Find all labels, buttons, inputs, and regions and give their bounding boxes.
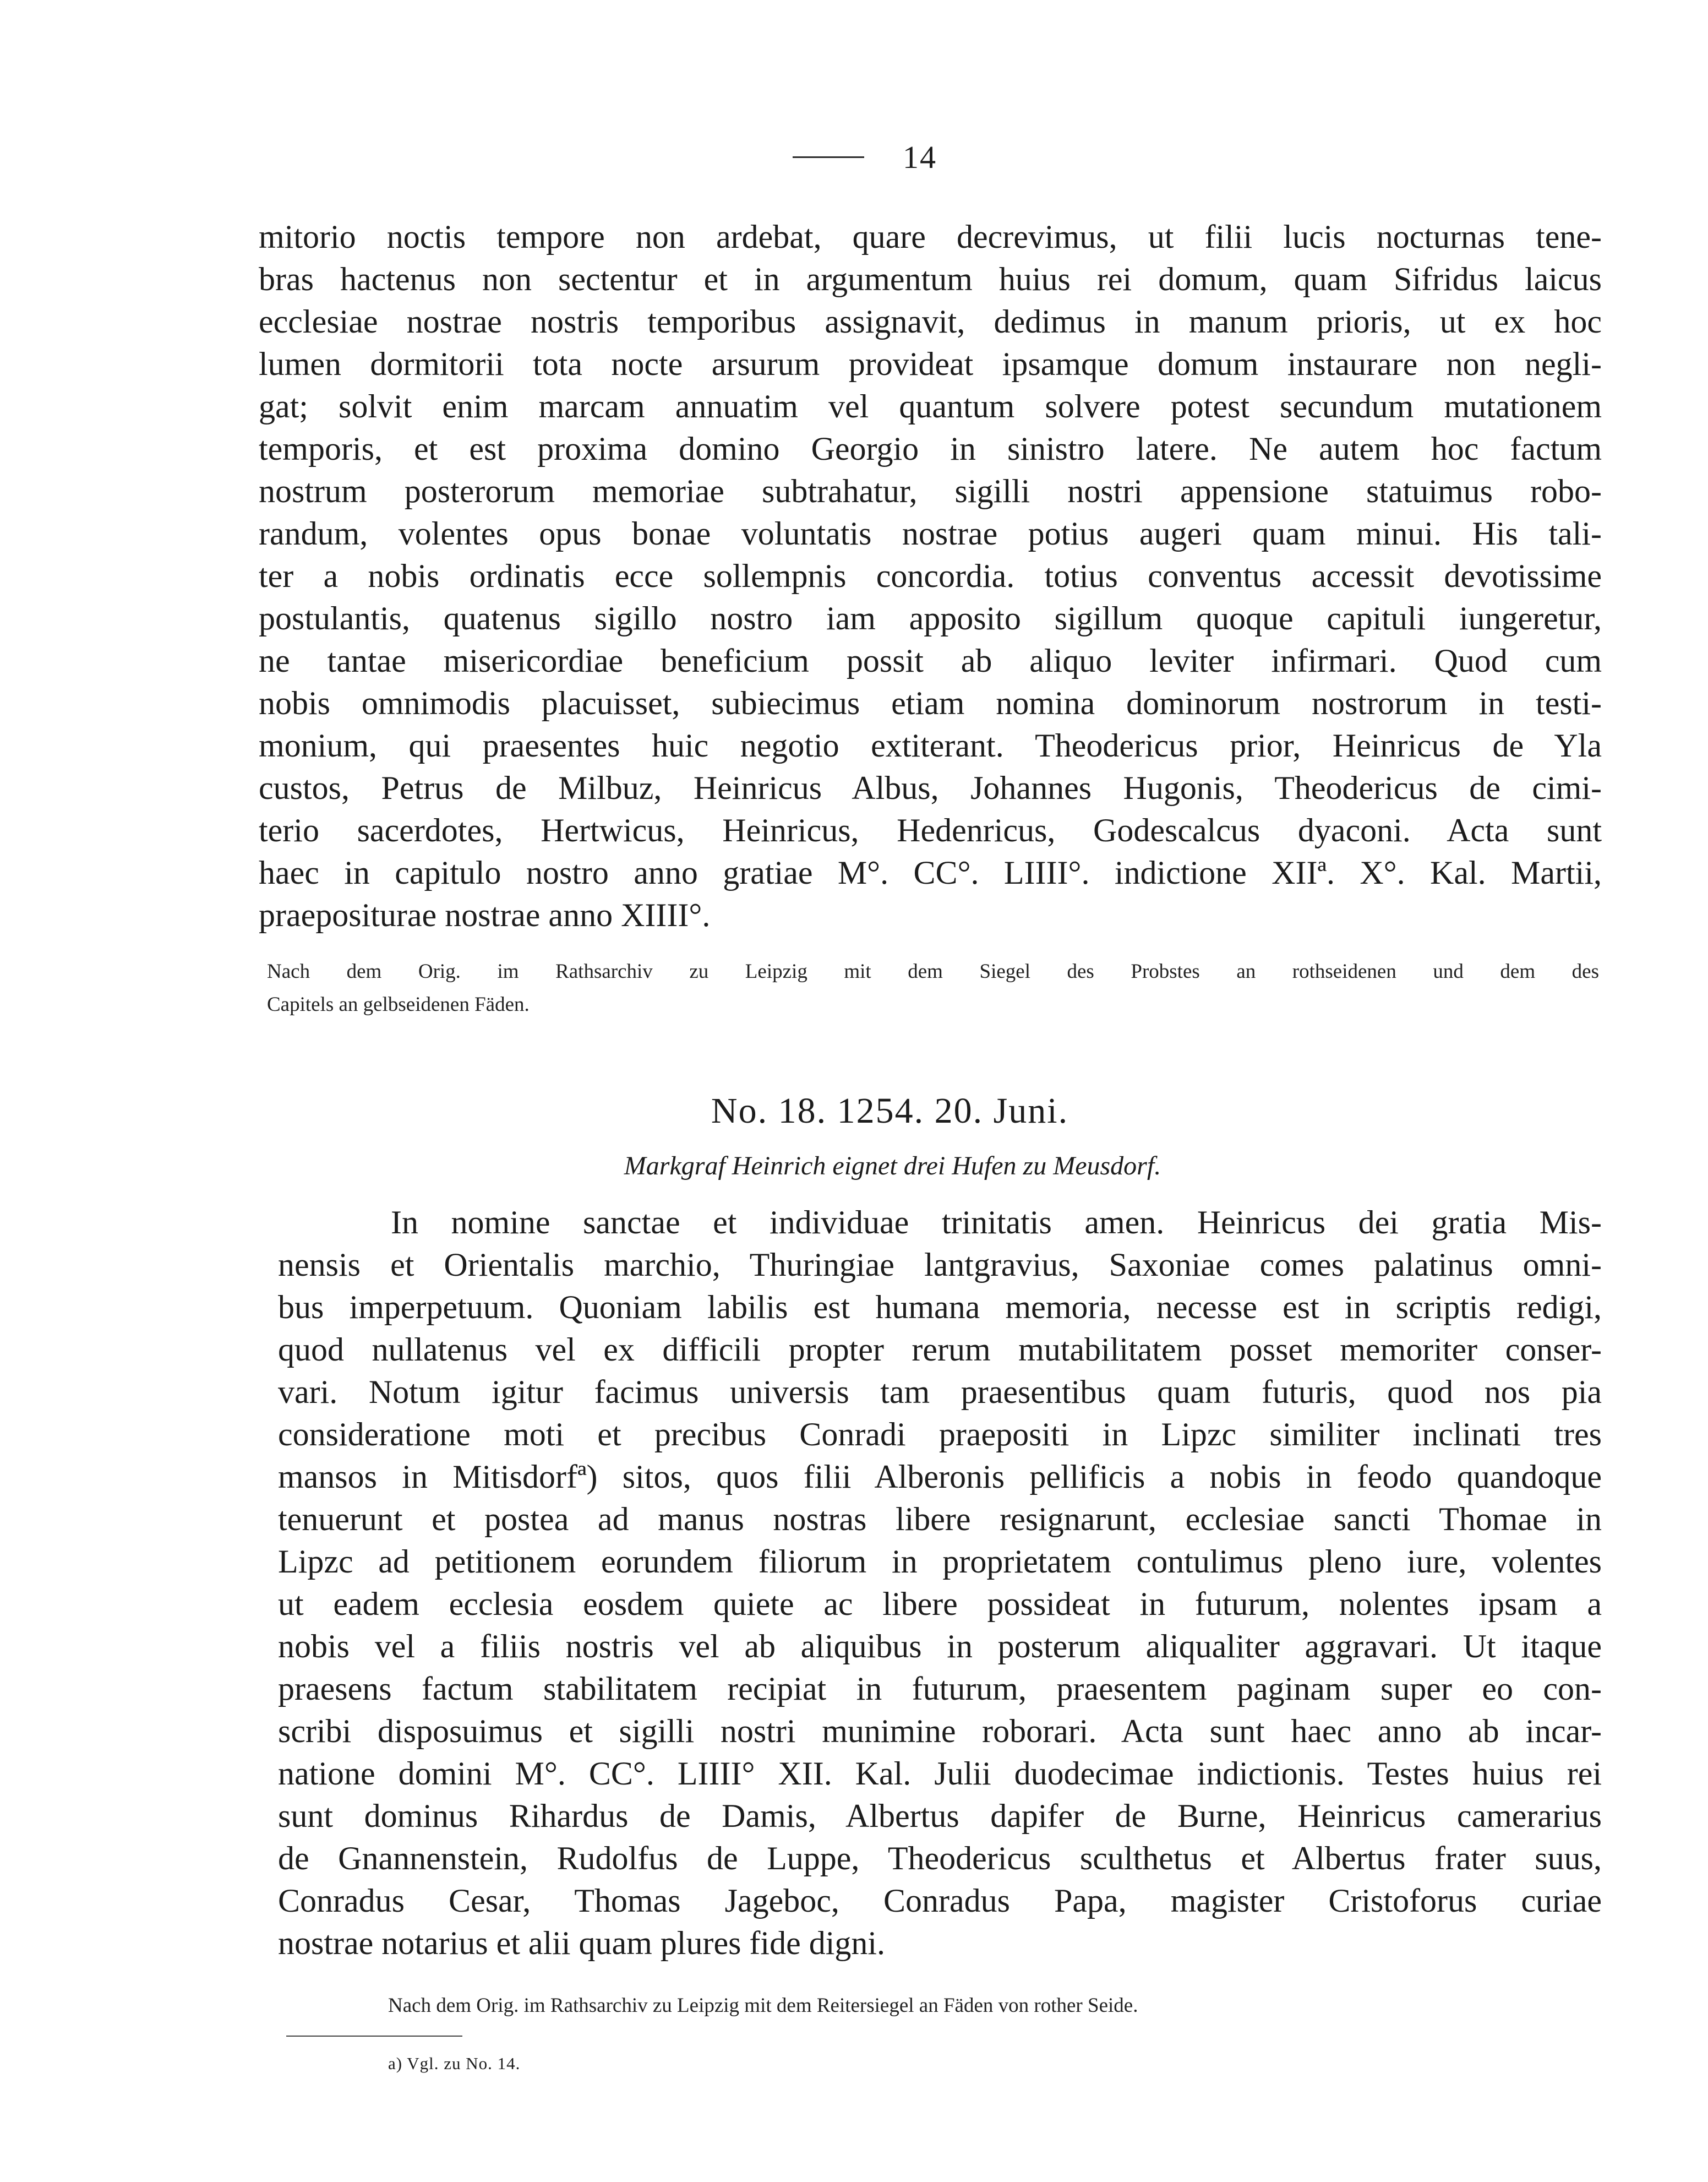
text-line: gat; solvit enim marcam annuatim vel quantum solvere potest secundum mutationem	[259, 388, 1602, 425]
text-line: In nomine sanctae et individuae trinitatis amen. Heinricus dei gratia Mis-	[391, 1204, 1602, 1240]
text-line: ter a nobis ordinatis ecce sollempnis concordia. totius conventus accessit devotissime	[259, 558, 1602, 594]
text-line: lumen dormitorii tota nocte arsurum provideat ipsamque domum instaurare non negli-	[259, 346, 1602, 382]
text-line: randum, volentes opus bonae voluntatis nostrae potius augeri quam minui. His tali-	[259, 515, 1602, 552]
text-line: monium, qui praesentes huic negotio extiterant. Theodericus prior, Heinricus de Yla	[259, 727, 1602, 764]
note-line: Capitels an gelbseidenen Fäden.	[267, 993, 530, 1016]
text-line: praepositurae nostrae anno XIIII°.	[259, 897, 711, 933]
note-line: Nach dem Orig. im Rathsarchiv zu Leipzig mit dem Siegel des Probstes an rothseidenen und dem des	[267, 960, 1599, 983]
page-number: 14	[903, 139, 937, 175]
text-line: consideratione moti et precibus Conradi praepositi in Lipzc similiter inclinati tres	[278, 1416, 1602, 1452]
text-line: nensis et Orientalis marchio, Thuringiae lantgravius, Saxoniae comes palatinus omni-	[278, 1247, 1602, 1283]
page-header	[793, 132, 958, 182]
text-line: bus imperpetuum. Quoniam labilis est humana memoria, necesse est in scriptis redigi,	[278, 1289, 1602, 1325]
text-line: natione domini M°. CC°. LIIII° XII. Kal. Julii duodecimae indictionis. Testes huius rei	[278, 1755, 1602, 1792]
text-line: de Gnannenstein, Rudolfus de Luppe, Theodericus sculthetus et Albertus frater suus,	[278, 1840, 1602, 1876]
source-note-17	[267, 955, 1599, 1021]
text-line: mansos in Mitisdorfª) sitos, quos filii Alberonis pellificis a nobis in feodo quandoque	[278, 1459, 1602, 1495]
source-note-18: Nach dem Orig. im Rathsarchiv zu Leipzig mit dem Reitersiegel an Fäden von rother Seide.	[388, 1994, 1138, 2017]
text-line: nobis omnimodis placuisset, subiecimus etiam nomina dominorum nostrorum in testi-	[259, 685, 1602, 721]
text-line: quod nullatenus vel ex difficili propter rerum mutabilitatem posset memoriter conser-	[278, 1331, 1602, 1368]
page-number-dash	[793, 156, 864, 158]
footnote-a: a) Vgl. zu No. 14.	[388, 2054, 521, 2073]
text-line: custos, Petrus de Milbuz, Heinricus Albus, Johannes Hugonis, Theodericus de cimi-	[259, 770, 1602, 806]
text-line: mitorio noctis tempore non ardebat, quare decrevimus, ut filii lucis nocturnas tene-	[259, 219, 1602, 255]
text-line: sunt dominus Rihardus de Damis, Albertus dapifer de Burne, Heinricus camerarius	[278, 1798, 1602, 1834]
continuation-text	[259, 216, 1602, 937]
footnote-rule	[286, 2036, 462, 2037]
text-line: vari. Notum igitur facimus universis tam praesentibus quam futuris, quod nos pia	[278, 1374, 1602, 1410]
text-line: terio sacerdotes, Hertwicus, Heinricus, Hedenricus, Godescalcus dyaconi. Acta sunt	[259, 812, 1602, 848]
text-line: nostrae notarius et alii quam plures fide digni.	[278, 1925, 886, 1961]
text-line: nobis vel a filiis nostris vel ab aliquibus in posterum aliqualiter aggravari. Ut itaque	[278, 1628, 1602, 1664]
text-line: tenuerunt et postea ad manus nostras libere resignarunt, ecclesiae sancti Thomae in	[278, 1501, 1602, 1537]
text-line: scribi disposuimus et sigilli nostri munimine roborari. Acta sunt haec anno ab incar-	[278, 1713, 1602, 1749]
document-heading: No. 18. 1254. 20. Juni.	[711, 1091, 1069, 1131]
text-line: temporis, et est proxima domino Georgio in sinistro latere. Ne autem hoc factum	[259, 431, 1602, 467]
text-line: postulantis, quatenus sigillo nostro iam apposito sigillum quoque capituli iungeretur,	[259, 600, 1602, 636]
text-line: Lipzc ad petitionem eorundem filiorum in proprietatem contulimus pleno iure, volentes	[278, 1543, 1602, 1580]
document-subtitle: Markgraf Heinrich eignet drei Hufen zu Meusdorf.	[624, 1151, 1161, 1180]
text-line: ecclesiae nostrae nostris temporibus assignavit, dedimus in manum prioris, ut ex hoc	[259, 303, 1602, 340]
text-line: Conradus Cesar, Thomas Jageboc, Conradus Papa, magister Cristoforus curiae	[278, 1882, 1602, 1919]
charter-text	[278, 1201, 1602, 1965]
text-line: haec in capitulo nostro anno gratiae M°. CC°. LIIII°. indictione XIIª. X°. Kal. Martii,	[259, 855, 1602, 891]
text-line: ne tantae misericordiae beneficium possit ab aliquo leviter infirmari. Quod cum	[259, 643, 1602, 679]
text-line: nostrum posterorum memoriae subtrahatur, sigilli nostri appensione statuimus robo-	[259, 473, 1602, 509]
text-line: bras hactenus non sectentur et in argumentum huius rei domum, quam Sifridus laicus	[259, 261, 1602, 297]
text-line: ut eadem ecclesia eosdem quiete ac libere possideat in futurum, nolentes ipsam a	[278, 1586, 1602, 1622]
text-line: praesens factum stabilitatem recipiat in futurum, praesentem paginam super eo con-	[278, 1670, 1602, 1707]
